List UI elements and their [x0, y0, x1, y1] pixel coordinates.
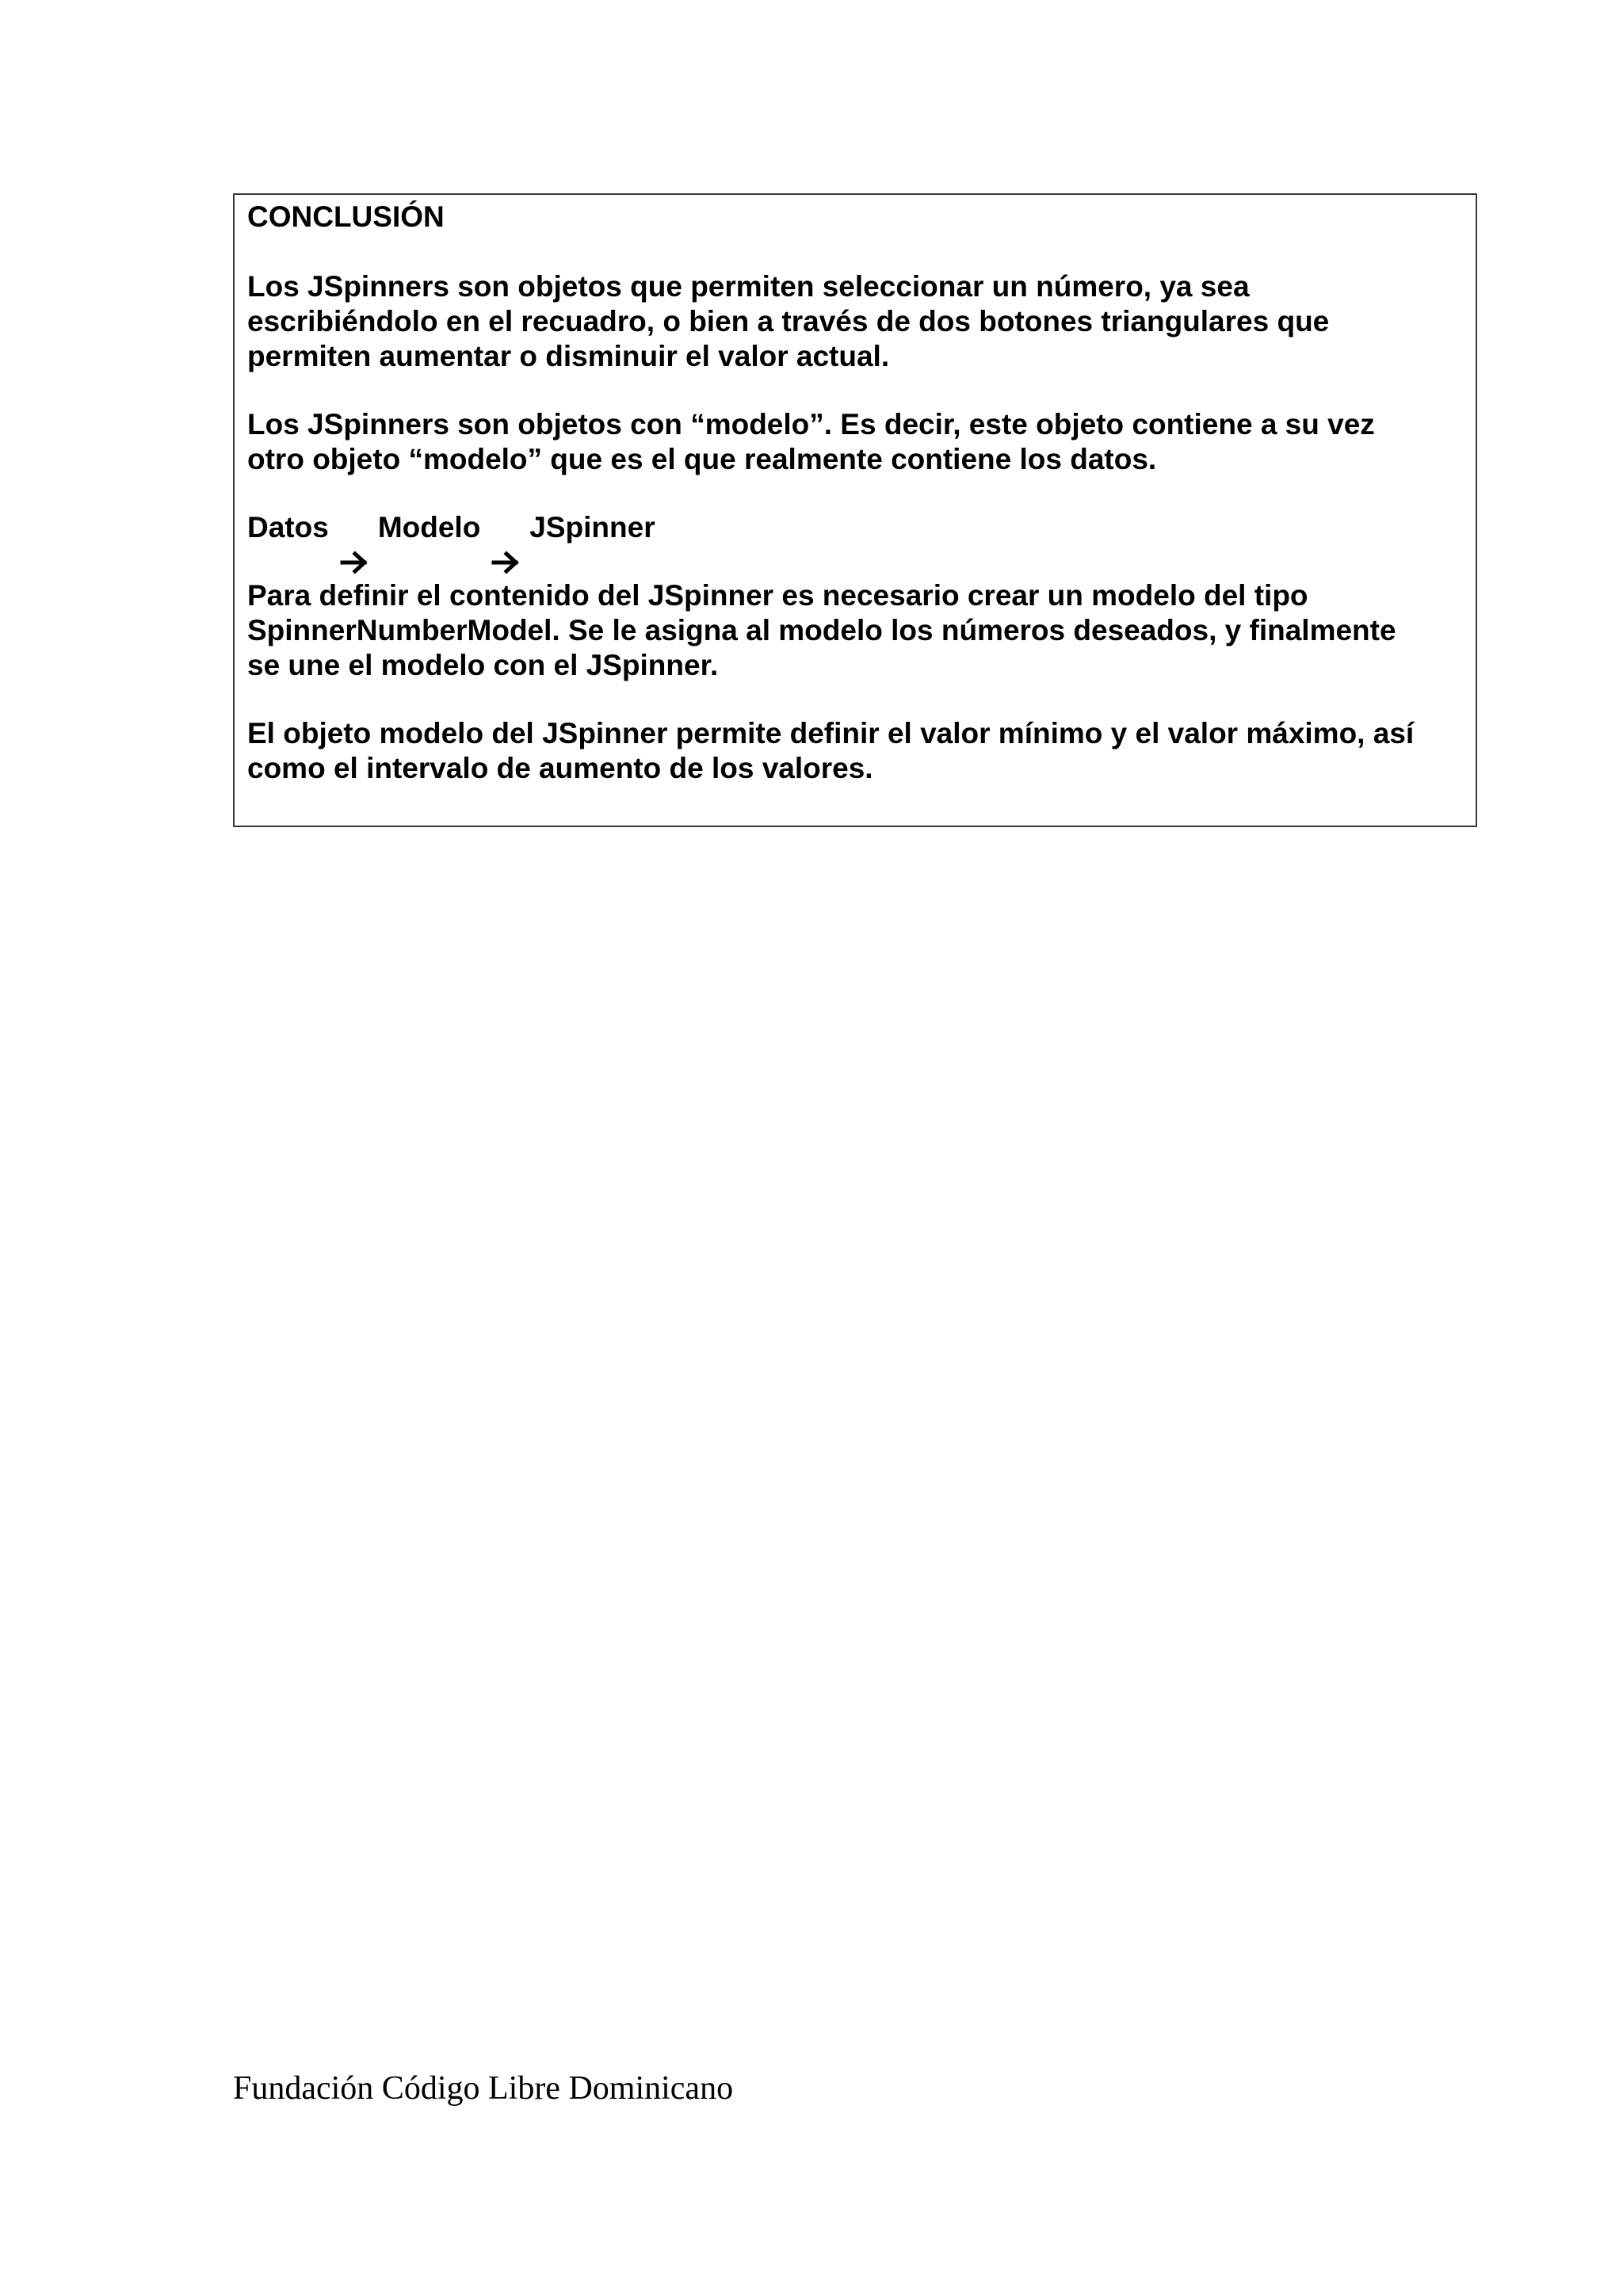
paragraph-jspinner-model: Los JSpinners son objetos con “modelo”. Es decir, este objeto contiene a su vez otro objeto “modelo” que es el que realmente contiene los datos. [247, 408, 1375, 475]
arrow-right-icon [491, 516, 520, 540]
page-footer: Fundación Código Libre Dominicano [233, 2070, 734, 2107]
paragraph-jspinner-definition: Los JSpinners son objetos que permiten seleccionar un número, ya sea escribiéndolo en el recuadro, o bien a través de dos botones triangulares que permiten aumentar o disminuir el valor actual. [247, 270, 1330, 372]
paragraph-min-max-values: El objeto modelo del JSpinner permite definir el valor mínimo y el valor máximo, así como el intervalo de aumento de los valores. [247, 717, 1415, 784]
flow-step-datos: Datos [247, 511, 329, 543]
data-flow-line [247, 510, 1463, 545]
flow-step-jspinner: JSpinner [529, 511, 655, 543]
flow-step-modelo: Modelo [377, 511, 481, 543]
conclusion-title: CONCLUSIÓN [247, 200, 445, 233]
paragraph-spinner-number-model: Para definir el contenido del JSpinner es necesario crear un modelo del tipo SpinnerNumberModel. Se le asigna al modelo los números deseados, y finalmente se une el modelo con el JSpinner. [247, 579, 1396, 681]
arrow-right-icon [340, 516, 369, 540]
conclusion-box [233, 193, 1477, 827]
